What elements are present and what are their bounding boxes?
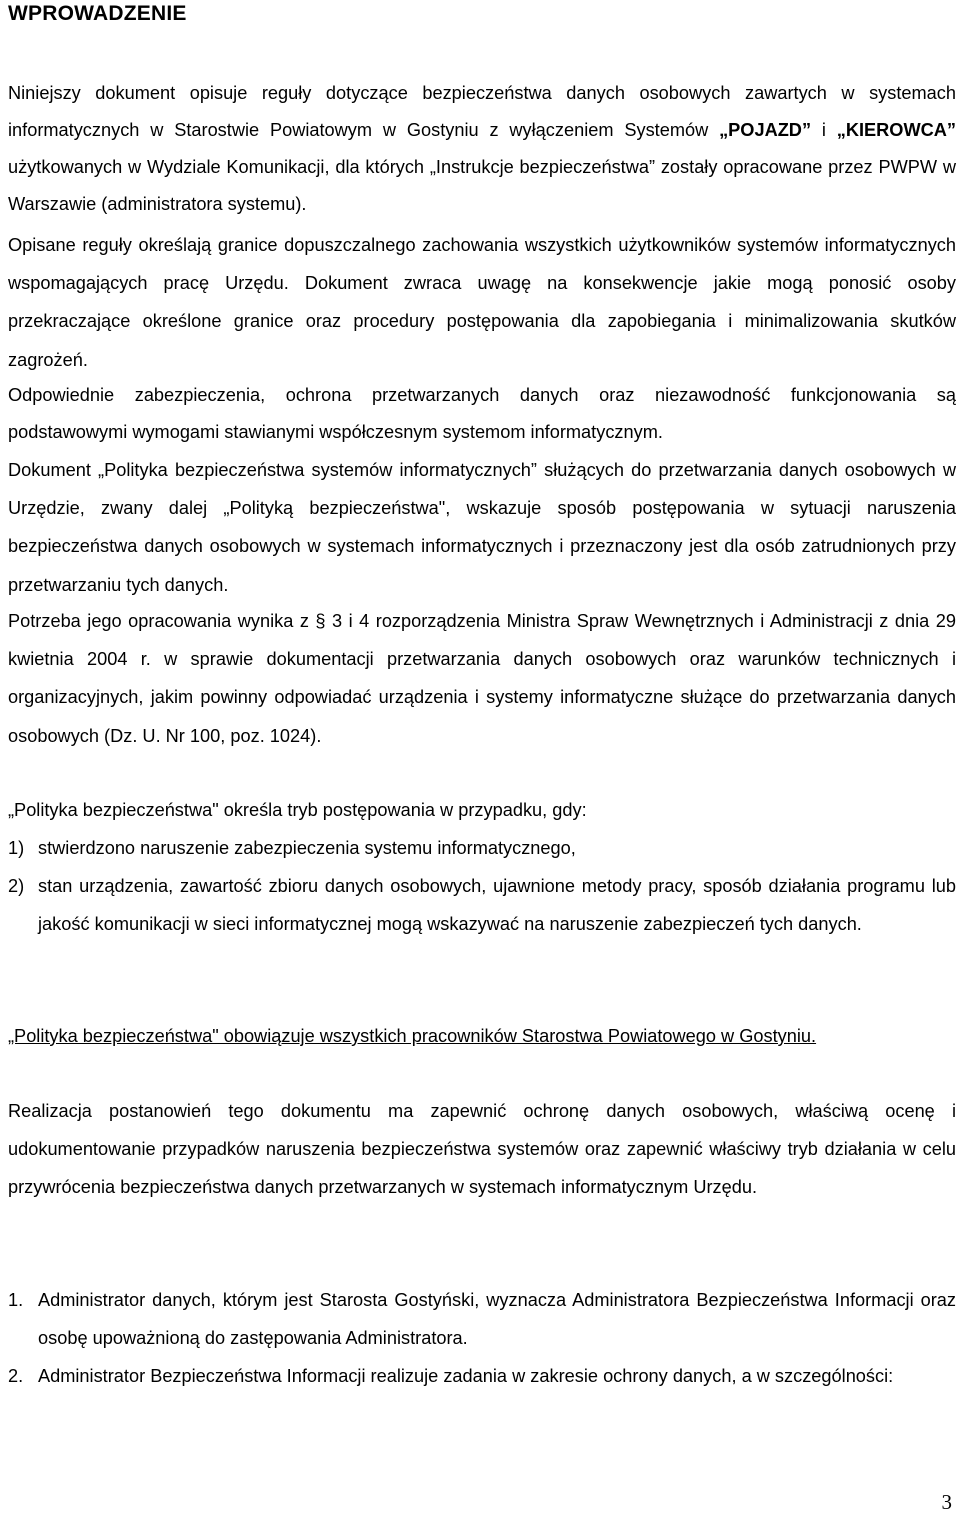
intro-p1-text-a: Niniejszy dokument opisuje reguły dotyczące bezpieczeństwa danych osobowych zawartych w systemach informatycznych w Starostwie Powiatowym w Gostyniu z wyłączeniem Systemów <box>8 83 956 140</box>
section-heading: WPROWADZENIE <box>8 2 187 25</box>
intro-paragraph-4: Dokument „Polityka bezpieczeństwa systemów informatycznych” służących do przetwarzania danych osobowych w Urzędzie, zwany dalej „Polityką bezpieczeństwa", wskazuje sposób postępowania w sytuacji naruszenia bezpieczeństwa danych osobowych w systemach informatycznych i przeznaczony jest dla osób zatrudnionych przy przetwarzaniu tych danych. <box>8 460 956 595</box>
intro-p1-kierowca: „KIEROWCA” <box>836 120 956 140</box>
intro-paragraph-2: Opisane reguły określają granice dopuszczalnego zachowania wszystkich użytkowników systemów informatycznych wspomagających pracę Urzędu. Dokument zwraca uwagę na konsekwencje jakie mogą ponosić osoby przekraczające określone granice oraz procedury postępowania dla zapobiegania i minimalizowania skutków zagrożeń. <box>8 235 956 370</box>
page-number: 3 <box>941 1490 952 1514</box>
list-item-text: Administrator danych, którym jest Starosta Gostyński, wyznacza Administratora Bezpieczeństwa Informacji oraz osobę upoważnioną do zastępowania Administratora. <box>38 1290 956 1349</box>
intro-p1-pojazd: „POJAZD” <box>719 120 812 140</box>
intro-paragraph-5: Potrzeba jego opracowania wynika z § 3 i 4 rozporządzenia Ministra Spraw Wewnętrznych i Administracji z dnia 29 kwietnia 2004 r. w sprawie dokumentacji przetwarzania danych osobowych oraz warunków technicznych i organizacyjnych, jakim powinny odpowiadać urządzenia i systemy informatyczne służące do przetwarzania danych osobowych (Dz. U. Nr 100, poz. 1024). <box>8 611 956 746</box>
list-item-text: stwierdzono naruszenie zabezpieczenia systemu informatycznego, <box>38 838 576 858</box>
intro-p1-text-b: i <box>811 120 837 140</box>
intro-p1-text-c: użytkowanych w Wydziale Komunikacji, dla których „Instrukcje bezpieczeństwa” zostały opracowane przez PWPW w Warszawie (administratora systemu). <box>8 157 956 214</box>
intro-paragraph-1 <box>8 75 956 223</box>
list-item <box>8 1357 956 1395</box>
scope-statement-text: „Polityka bezpieczeństwa" obowiązuje wszystkich pracowników Starostwa Powiatowego w Gostyniu. <box>8 1026 817 1046</box>
list-item <box>8 829 956 867</box>
list-item-number: 1. <box>8 1290 24 1310</box>
scope-statement <box>8 1017 956 1055</box>
list-item <box>8 1281 956 1357</box>
numbered-list <box>8 1281 956 1396</box>
list-item-text: stan urządzenia, zawartość zbioru danych osobowych, ujawnione metody pracy, sposób działania programu lub jakość komunikacji w sieci informatycznej mogą wskazywać na naruszenie zabezpieczeń tych danych. <box>38 876 956 935</box>
list-item-number: 2) <box>8 876 25 897</box>
list-item-number: 1) <box>8 838 25 858</box>
intro-paragraph-3: Odpowiednie zabezpieczenia, ochrona przetwarzanych danych oraz niezawodność funkcjonowania są podstawowymi wymogami stawianymi współczesnym systemom informatycznym. <box>8 385 956 442</box>
list-item-number: 2. <box>8 1366 24 1387</box>
realization-paragraph: Realizacja postanowień tego dokumentu ma zapewnić ochronę danych osobowych, właściwą ocenę i udokumentowanie przypadków naruszenia bezpieczeństwa systemów oraz zapewnić właściwy tryb działania w celu przywrócenia bezpieczeństwa danych przetwarzanych w systemach informatycznym Urzędu. <box>8 1101 956 1198</box>
policy-mode-list <box>8 829 956 944</box>
list-item-text: Administrator Bezpieczeństwa Informacji realizuje zadania w zakresie ochrony danych, a w szczególności: <box>38 1366 894 1387</box>
policy-mode-lead: „Polityka bezpieczeństwa" określa tryb postępowania w przypadku, gdy: <box>8 800 587 820</box>
list-item <box>8 867 956 943</box>
